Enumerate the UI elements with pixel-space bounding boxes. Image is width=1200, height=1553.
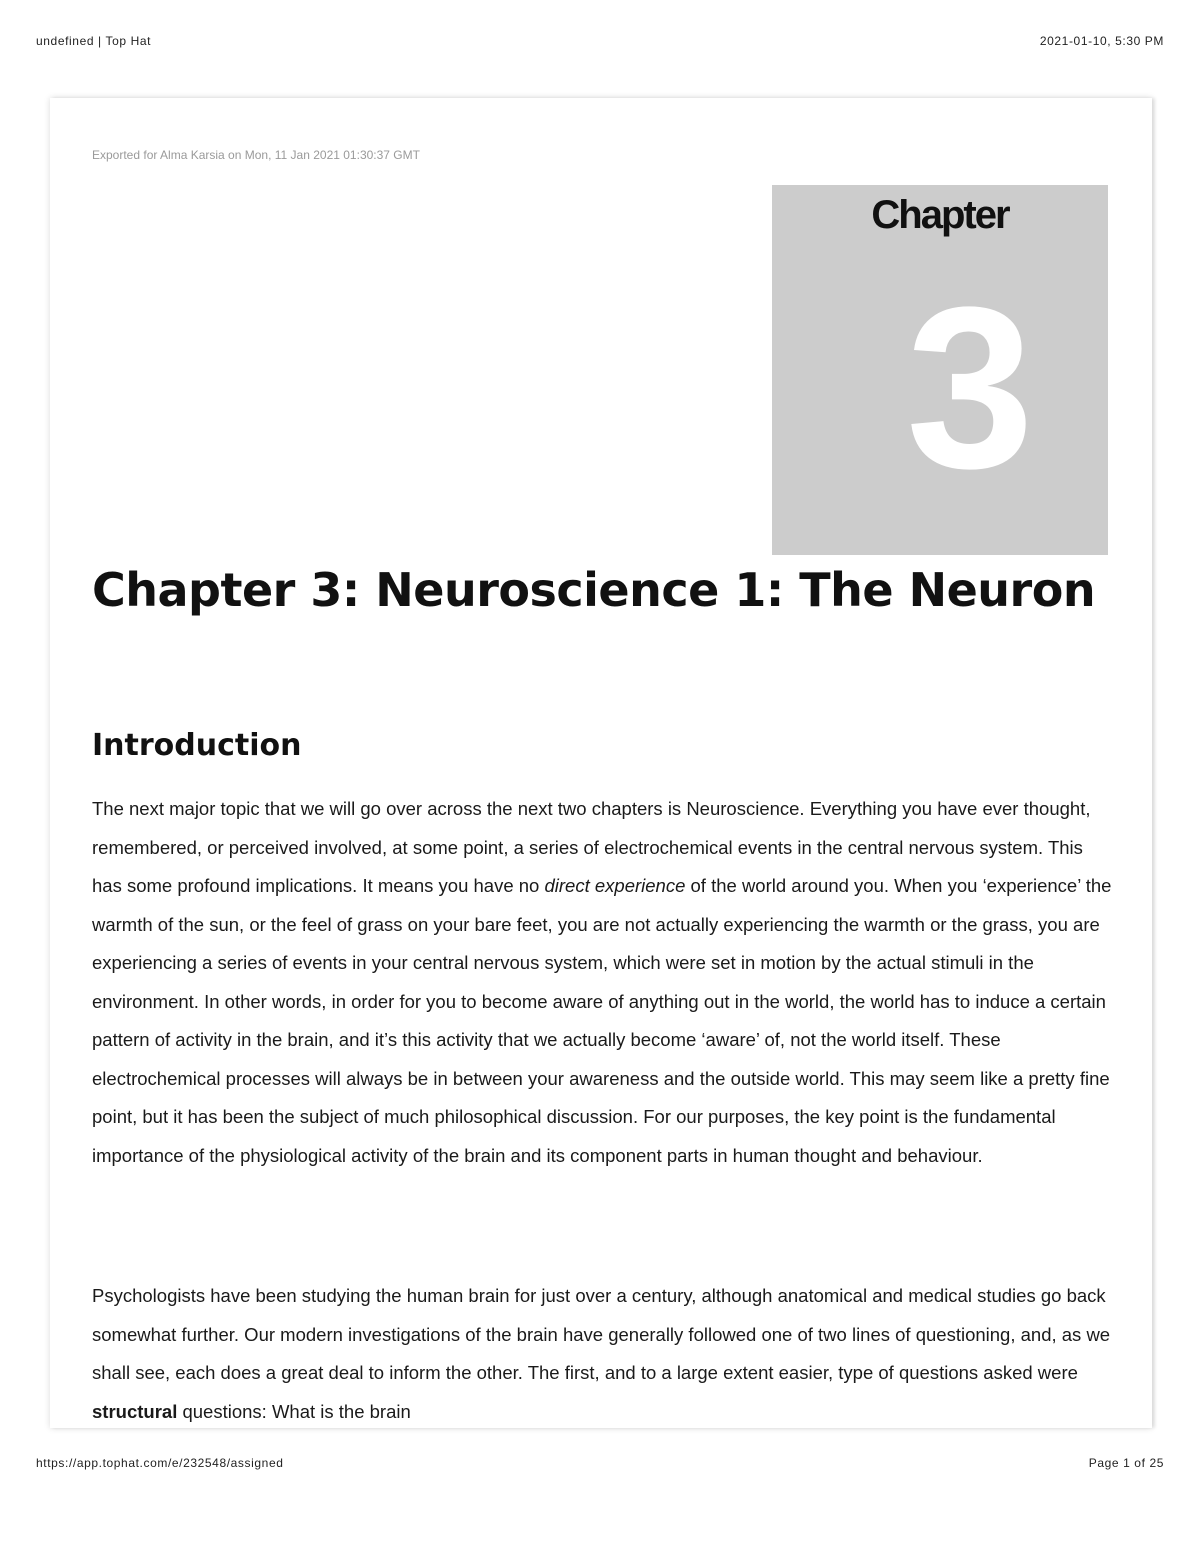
print-header-title: undefined | Top Hat	[36, 34, 152, 48]
page-title: Chapter 3: Neuroscience 1: The Neuron	[92, 563, 1096, 617]
body-paragraph-1	[92, 790, 1112, 1175]
paragraph-text: of the world around you. When you ‘experience’ the warmth of the sun, or the feel of grass on your bare feet, you are not actually experiencing the warmth or the grass, you are experiencing a series of events in your central nervous system, which were set in motion by the actual stimuli in the environment. In other words, in order for you to become aware of anything out in the world, the world has to induce a certain pattern of activity in the brain, and it’s this activity that we actually become ‘aware’ of, not the world itself. These electrochemical processes will always be in between your awareness and the outside world. This may seem like a pretty fine point, but it has been the subject of much philosophical discussion. For our purposes, the key point is the fundamental importance of the physiological activity of the brain and its component parts in human thought and behaviour.	[92, 875, 1112, 1166]
print-footer-page-indicator: Page 1 of 25	[1088, 1456, 1164, 1470]
chapter-graphic-word: Chapter	[871, 193, 1009, 237]
paragraph-text: Psychologists have been studying the human brain for just over a century, although anatomical and medical studies go back somewhat further. Our modern investigations of the brain have generally followed one of two lines of questioning, and, as we shall see, each does a great deal to inform the other. The first, and to a large extent easier, type of questions asked were	[92, 1285, 1111, 1383]
paragraph-text: questions: What is the brain	[177, 1400, 411, 1422]
print-header	[36, 34, 1164, 48]
chapter-graphic-number: 3	[906, 259, 1034, 516]
section-heading: Introduction	[92, 728, 302, 763]
emphasis-text: direct experience	[544, 875, 686, 896]
document-page	[50, 98, 1152, 1428]
print-footer	[36, 1456, 1164, 1470]
bold-term: structural	[92, 1400, 178, 1422]
print-header-datetime: 2021-01-10, 5:30 PM	[1039, 34, 1164, 48]
print-footer-url: https://app.tophat.com/e/232548/assigned	[36, 1456, 284, 1470]
paragraph-text: The next major topic that we will go over across the next two chapters is Neuroscience. Everything you have ever thought, remembered, or perceived involved, at some point, a series of electrochemical events in the central nervous system. This has some profound implications. It means you have no	[92, 798, 1091, 896]
exported-note: Exported for Alma Karsia on Mon, 11 Jan 2021 01:30:37 GMT	[92, 148, 420, 162]
body-paragraph-2	[92, 1277, 1112, 1428]
chapter-graphic	[772, 185, 1108, 555]
